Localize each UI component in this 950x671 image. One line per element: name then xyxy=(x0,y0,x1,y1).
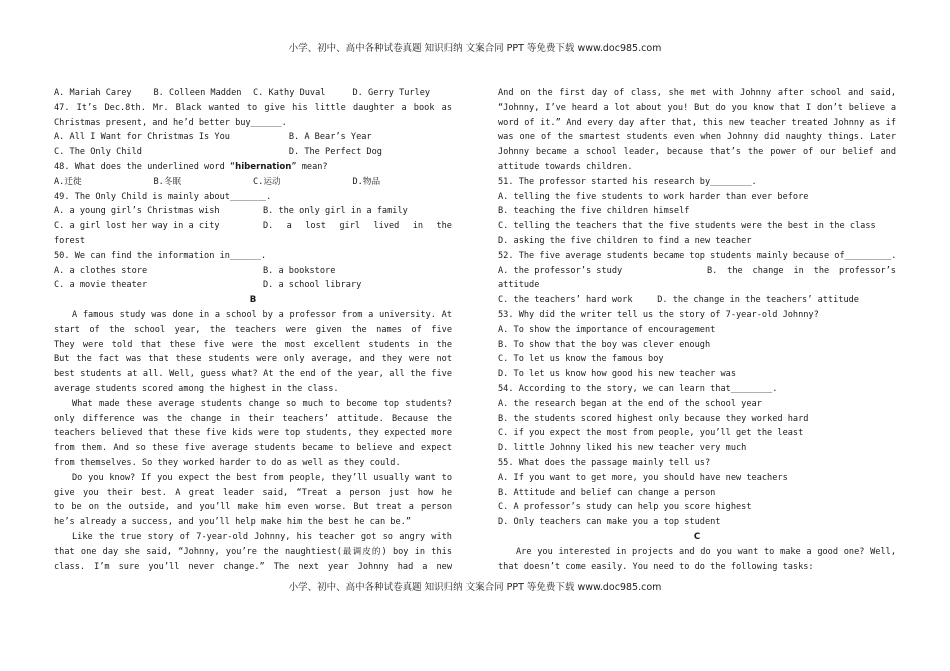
q50-stem: 50. We can find the information in______. xyxy=(54,250,267,261)
q53-option-a: A. To show the importance of encouragement xyxy=(498,324,716,335)
passage-b-line: give you their best. A great leader said, “Treat a person just how he xyxy=(54,487,452,498)
page-header: 小学、初中、高中各种试卷真题 知识归纳 文案合同 PPT 等免费下载 www.doc985.com xyxy=(288,43,662,54)
q50-option-d: D. a school library xyxy=(262,280,362,291)
q50-options-row2 xyxy=(54,278,452,293)
q52-option-b: B. the change in the professor’s xyxy=(706,265,896,276)
q47-options-row1 xyxy=(54,130,452,145)
passage-b-line: teachers believed that these five kids were top students, they expected more xyxy=(54,428,452,439)
q49-option-d: D. a lost girl lived in the xyxy=(262,221,452,232)
q48-option-a: A.迁徙 xyxy=(54,176,82,187)
page-footer: 小学、初中、高中各种试卷真题 知识归纳 文案合同 PPT 等免费下载 www.doc985.com xyxy=(288,582,662,593)
passage-b-line: only difference was the change in their teachers’ attitude. Because the xyxy=(54,413,452,424)
q49-option-c: C. a girl lost her way in a city xyxy=(54,221,220,232)
q51-stem: 51. The professor started his research by________. xyxy=(498,176,757,187)
passage-b-line: best students at all. Well, guess what? At the end of the year, all the five xyxy=(54,369,452,380)
q53-option-d: D. To let us know how good his new teacher was xyxy=(498,369,736,380)
q54-option-c: C. if you expect the most from people, you’ll get the least xyxy=(498,428,804,439)
q54-option-a: A. the research began at the end of the school year xyxy=(498,398,762,409)
passage-b-line: to be on the outside, and you’ll make him even worse. But treat a person xyxy=(54,502,452,513)
section-c-heading: C xyxy=(693,531,701,542)
q54-option-b: B. the students scored highest only because they worked hard xyxy=(498,413,809,424)
q46-options xyxy=(54,86,452,101)
q47-option-c: C. The Only Child xyxy=(54,147,142,158)
passage-b-line: from themselves. So they worked harder to do as well as they could. xyxy=(54,457,401,468)
passage-b-line: average students scored among the highest in the class. xyxy=(54,383,339,394)
passage-c-line: Are you interested in projects and do you want to make a good one? Well, xyxy=(516,546,896,557)
passage-b-line: Like the true story of 7-year-old Johnny, his teacher got so angry with xyxy=(72,531,452,542)
q49-option-d-continuation: forest xyxy=(54,235,86,246)
q53-option-b: B. To show that the boy was clever enough xyxy=(498,339,711,350)
q51-option-a: A. telling the five students to work harder than ever before xyxy=(498,191,809,202)
passage-b-line: class. I’m sure you’ll never change.” The next year Johnny had a new xyxy=(54,561,452,572)
q52-option-a: A. the professor’s study xyxy=(498,265,623,276)
q55-option-c: C. A professor’s study can help you score highest xyxy=(498,502,752,513)
passage-b-continued-line: attitude towards children. xyxy=(498,161,633,172)
q51-option-c: C. telling the teachers that the five students were the best in the class xyxy=(498,221,876,232)
q48-stem-post: ” mean? xyxy=(291,161,328,172)
passage-c-line: that doesn’t come easily. You need to do the following tasks: xyxy=(498,561,814,572)
q49-option-a: A. a young girl’s Christmas wish xyxy=(54,206,220,217)
q50-option-b: B. a bookstore xyxy=(262,265,336,276)
q52-options-row1 xyxy=(498,264,896,279)
q47-option-b: B. A Bear’s Year xyxy=(288,132,372,143)
q46-option-b: B. Colleen Madden xyxy=(153,88,242,98)
q47-options-row2 xyxy=(54,145,452,160)
q46-option-c: C. Kathy Duval xyxy=(253,88,326,98)
passage-b-continued-line: And on the first day of class, she met with Johnny after school and said, xyxy=(498,88,896,98)
q52-stem: 52. The five average students became top students mainly because of_________. xyxy=(498,250,896,261)
q49-stem: 49. The Only Child is mainly about_______. xyxy=(54,191,272,202)
passage-b-line: from them. And so these five average students became to believe and expect xyxy=(54,443,452,454)
section-b-heading: B xyxy=(249,295,257,306)
passage-b-continued-line: Johnny became a school leader, because that’s the power of our belief and xyxy=(498,147,896,158)
q54-stem: 54. According to the story, we can learn that________. xyxy=(498,383,778,394)
passage-b-line: They were told that these five were the most excellent students in the xyxy=(54,339,452,350)
q50-option-a: A. a clothes store xyxy=(54,265,148,276)
q48-option-b: B.冬眠 xyxy=(153,176,182,187)
q53-stem: 53. Why did the writer tell us the story of 7-year-old Johnny? xyxy=(498,309,819,320)
q48-underlined-word: hibernation xyxy=(235,161,292,172)
passage-b-line: What made these average students change so much to become top students? xyxy=(72,398,452,409)
passage-b-line: he’s already a success, and you’ll help make him the best he can be.” xyxy=(54,517,411,528)
q46-option-a: A. Mariah Carey xyxy=(54,88,132,98)
q55-option-d: D. Only teachers can make you a top student xyxy=(498,517,721,528)
passage-b-line: that one day she said, “Johnny, you’re the naughtiest(最调皮的) boy in this xyxy=(54,546,452,557)
q47-stem-line1: 47. It’s Dec.8th. Mr. Black wanted to give his little daughter a book as xyxy=(54,102,452,113)
passage-b-line: A famous study was done in a school by a professor from a university. At xyxy=(72,309,452,320)
q48-stem xyxy=(54,160,452,175)
q52-option-b-continuation: attitude xyxy=(498,280,540,291)
passage-b-line: Do you know? If you expect the best from people, they’ll usually want to xyxy=(72,472,452,483)
right-column xyxy=(498,86,896,574)
q46-option-d: D. Gerry Turley xyxy=(352,88,431,98)
q55-option-b: B. Attitude and belief can change a person xyxy=(498,487,716,498)
q52-option-d: D. the change in the teachers’ attitude xyxy=(657,295,859,306)
passage-b-continued-line: word of it.” And every day after that, this new teacher treated Johnny as if xyxy=(498,117,896,128)
passage-b-continued-line: was one of the smartest students even when Johnny did naughty things. Later xyxy=(498,132,896,143)
q55-stem: 55. What does the passage mainly tell us? xyxy=(498,457,711,468)
q50-options-row1 xyxy=(54,264,452,279)
q50-option-c: C. a movie theater xyxy=(54,280,148,291)
q48-stem-pre: 48. What does the underlined word “ xyxy=(54,161,236,172)
q49-options-row2 xyxy=(54,219,452,234)
q48-option-d: D.物品 xyxy=(352,176,381,187)
q47-option-d: D. The Perfect Dog xyxy=(288,147,382,158)
left-column xyxy=(54,86,452,574)
q51-option-b: B. teaching the five children himself xyxy=(498,206,690,217)
q48-option-c: C.运动 xyxy=(253,176,281,187)
q48-options xyxy=(54,175,452,190)
passage-b-line: But the fact was that these students were only average, and they were not xyxy=(54,354,452,365)
q53-option-c: C. To let us know the famous boy xyxy=(498,354,664,365)
q52-option-c: C. the teachers’ hard work xyxy=(498,295,633,306)
q52-options-row2 xyxy=(498,293,896,308)
passage-b-line: start of the school year, the teachers were given the names of five xyxy=(54,324,452,335)
q47-option-a: A. All I Want for Christmas Is You xyxy=(54,132,230,143)
q47-stem-line2: Christmas present, and he’d better buy______. xyxy=(54,117,287,128)
q49-options-row1 xyxy=(54,204,452,219)
q49-option-b: B. the only girl in a family xyxy=(262,206,408,217)
passage-b-continued-line: “Johnny, I’ve heard a lot about you! But do you know that I don’t believe a xyxy=(498,102,896,113)
q51-option-d: D. asking the five children to find a new teacher xyxy=(498,235,752,246)
q54-option-d: D. little Johnny liked his new teacher very much xyxy=(498,443,747,454)
q55-option-a: A. If you want to get more, you should have new teachers xyxy=(498,472,788,483)
